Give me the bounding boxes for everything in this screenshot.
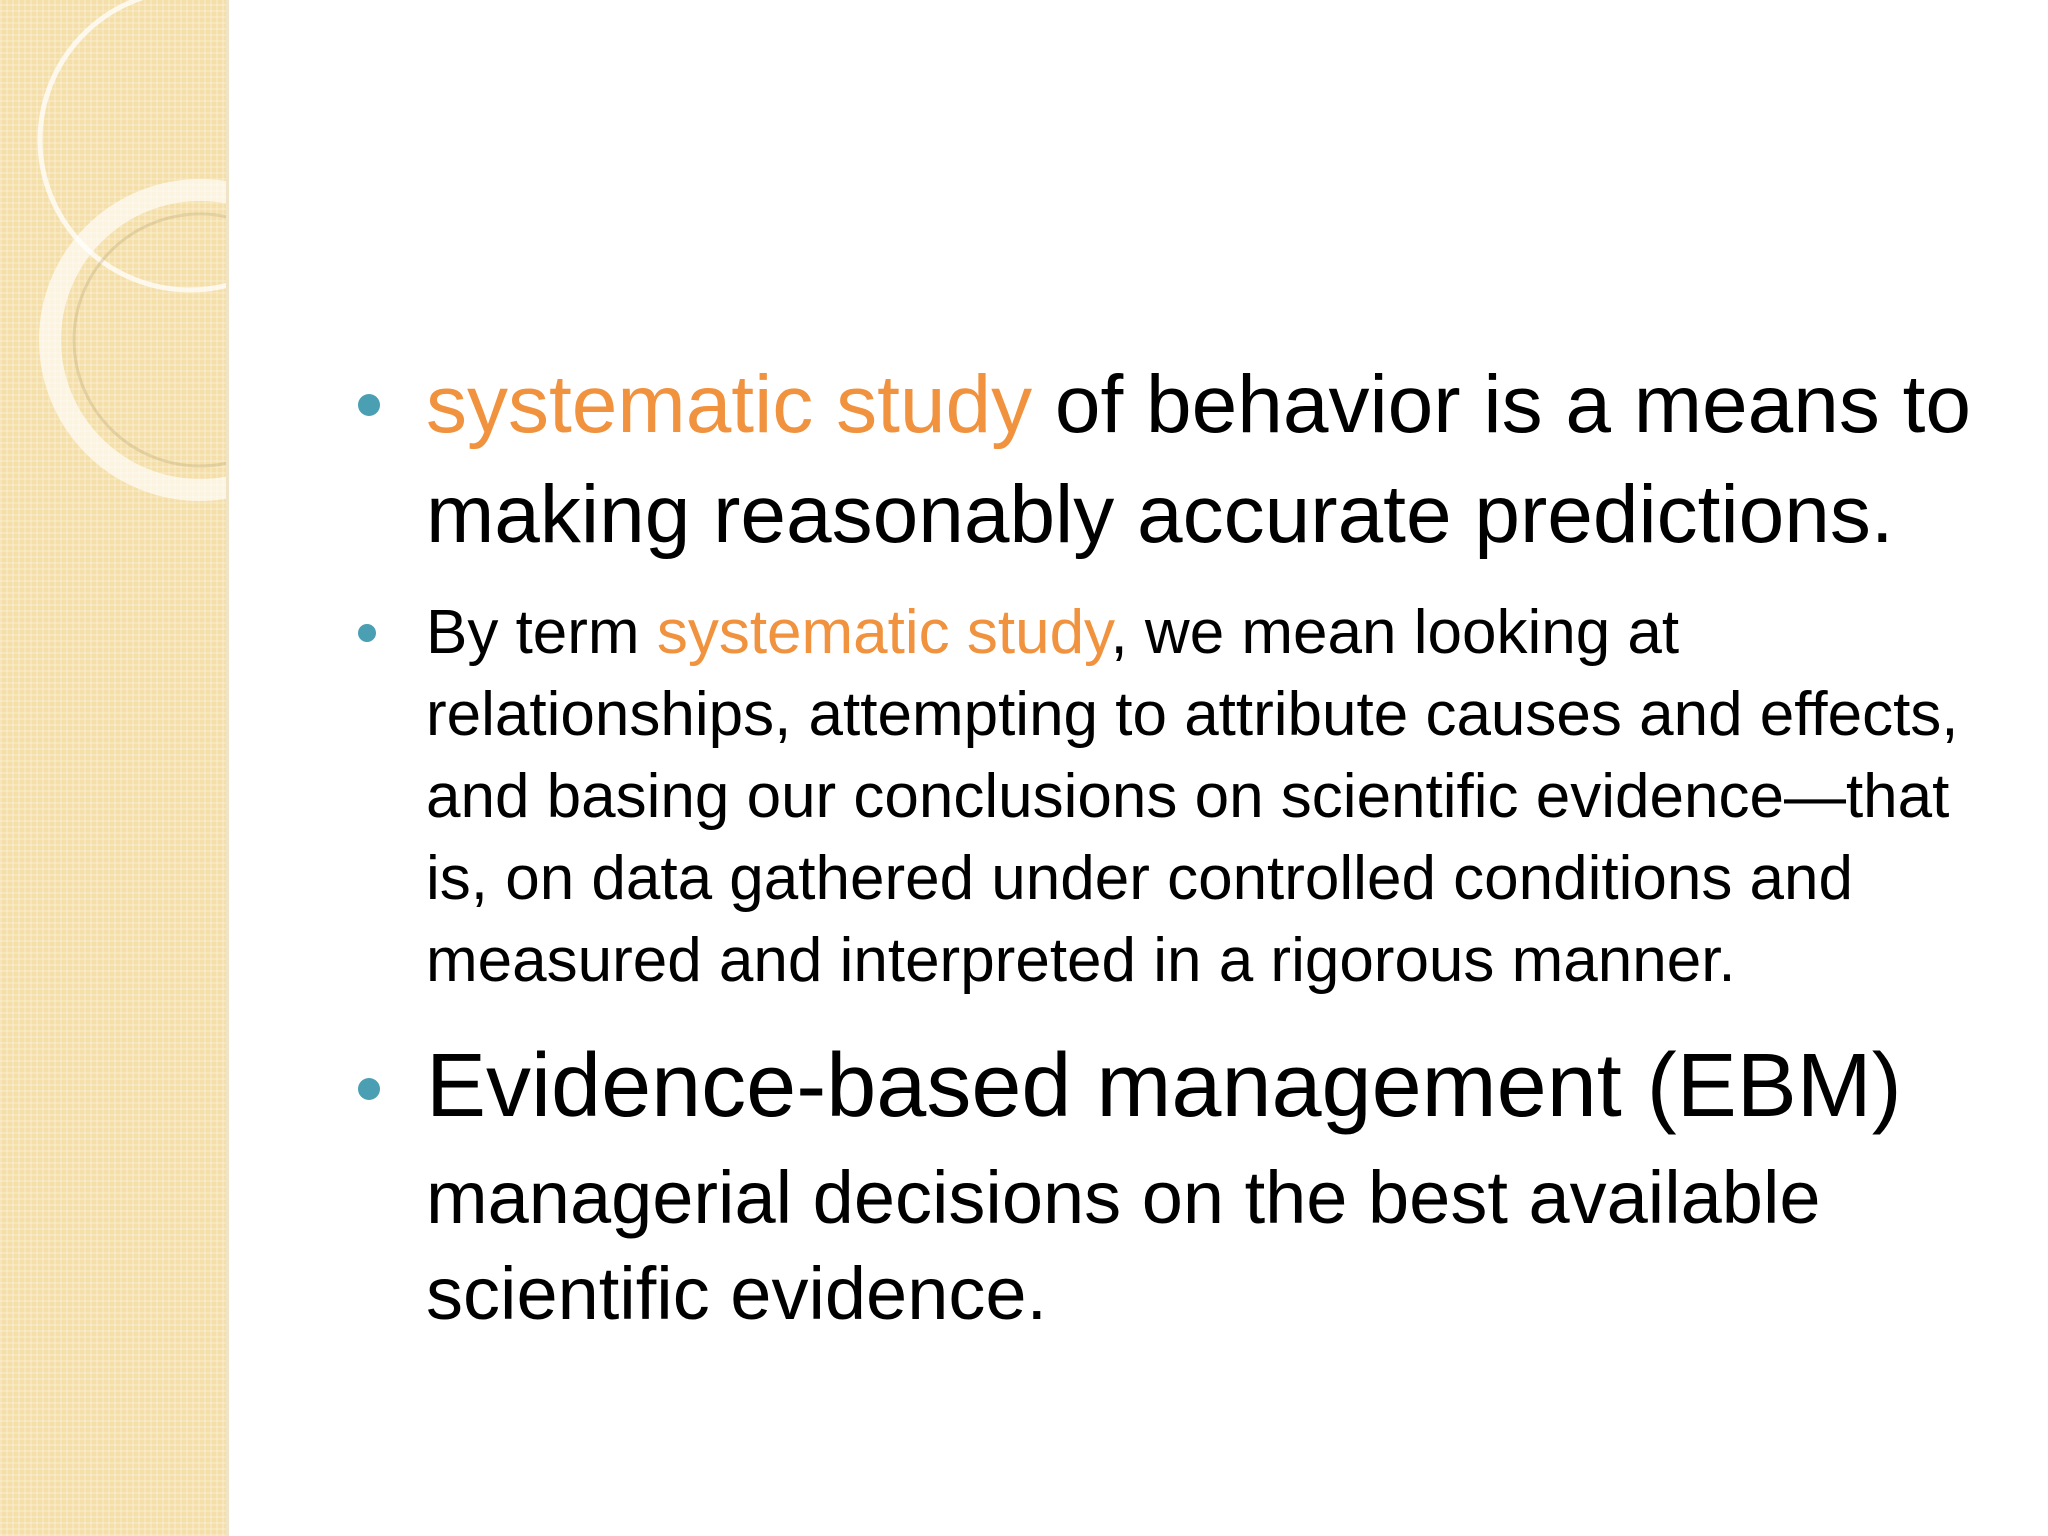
bullet-continuation: managerial decisions on the best available scientific evidence.: [426, 1156, 1821, 1335]
bullet-dot-icon: [358, 1078, 380, 1100]
bullet-item-systematic-study: [358, 350, 1998, 570]
bullet-item-definition: [358, 592, 1998, 1002]
bullet-heading: Evidence-based management (EBM): [426, 1036, 1902, 1136]
bullet-item-ebm: [358, 1036, 1998, 1136]
bullet-prefix: By term: [426, 598, 657, 667]
decorative-ring-shadow: [74, 214, 226, 466]
bullet-text: of behavior is a means to making reasonably accurate predictions.: [426, 359, 1972, 560]
decorative-ring-large: [40, 0, 226, 290]
accent-term: systematic study: [426, 359, 1033, 450]
bullet-dot-icon: [358, 624, 376, 642]
decorative-side-band: [0, 0, 226, 1536]
decorative-rings: [0, 0, 226, 520]
bullet-dot-icon: [358, 394, 380, 416]
side-band-edge: [226, 0, 229, 1536]
accent-term: systematic study: [656, 598, 1111, 667]
bullet-text: , we mean looking at relationships, attempting to attribute causes and effects, and basing our conclusions on scientific evidence—that is, on data gathered under controlled conditions and measured and interpreted in a rigorous manner.: [426, 598, 1959, 995]
slide-content: [358, 350, 1998, 1342]
